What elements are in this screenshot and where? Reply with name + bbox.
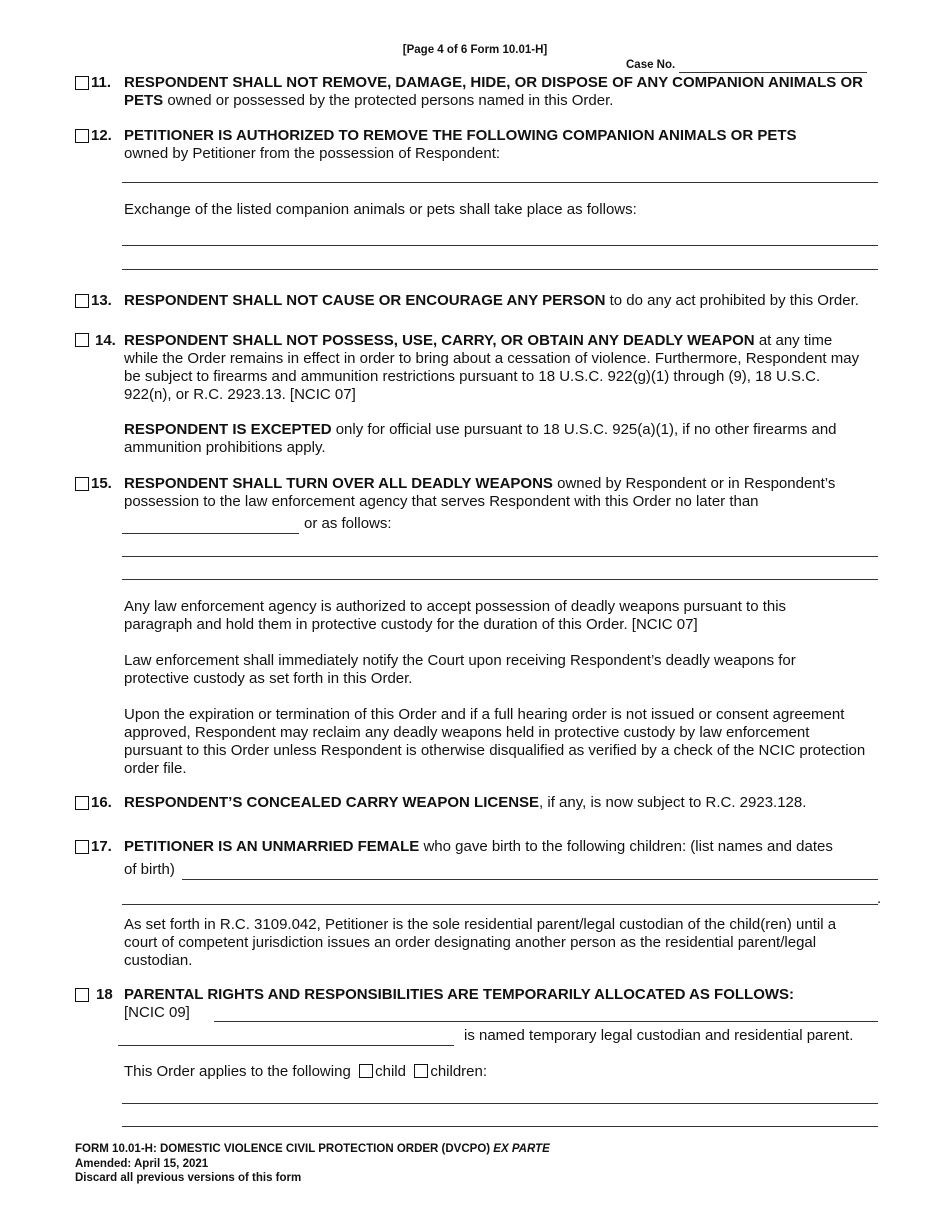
item-16-checkbox[interactable]: [75, 796, 89, 810]
item-18-child-label: child: [375, 1063, 406, 1080]
item-18-ncic: [NCIC 09]: [124, 1004, 190, 1021]
item-15-heading: RESPONDENT SHALL TURN OVER ALL DEADLY WEAPONS: [124, 475, 553, 492]
item-17-number: 17.: [91, 838, 112, 855]
item-12-text: [124, 127, 874, 163]
footer-discard: Discard all previous versions of this form: [75, 1172, 302, 1184]
item-15-checkbox[interactable]: [75, 477, 89, 491]
case-number-label: [626, 59, 675, 71]
item-12-checkbox[interactable]: [75, 129, 89, 143]
item-15-paragraph-1: Any law enforcement agency is authorized to accept possession of deadly weapons pursuant to this paragraph and hold them in protective custody for the duration of this Order. [NCIC 07]: [124, 598, 787, 633]
item-14-body: at any time while the Order remains in effect in order to bring about a cessation of violence. Furthermore, Respondent may be subject to firearms and ammunition restrictions pursuant to 18 U.S.C. 922(g)(1) through (9), 18 U.S.C. 922(n), or R.C. 2923.13. [NCIC 07]: [124, 332, 860, 403]
item-17-custodian-text: As set forth in R.C. 3109.042, Petitioner is the sole residential parent/legal custodian of the child(ren) until a court of competent jurisdiction issues an order designating another person as the residential parent/legal custodian.: [124, 916, 837, 969]
item-14-excepted-text: [124, 421, 869, 457]
item-18-applies-line: [124, 1063, 487, 1081]
item-18-children-checkbox[interactable]: [414, 1064, 428, 1078]
item-14-number: 14.: [95, 332, 116, 349]
item-18-children-field-1[interactable]: [122, 1103, 878, 1104]
item-13-heading: RESPONDENT SHALL NOT CAUSE OR ENCOURAGE ANY PERSON: [124, 292, 606, 309]
item-13-body: to do any act prohibited by this Order.: [605, 292, 859, 309]
item-12-exchange-text: Exchange of the listed companion animals or pets shall take place as follows:: [124, 201, 637, 218]
item-17-of-birth: of birth): [124, 861, 175, 878]
item-17-checkbox[interactable]: [75, 840, 89, 854]
item-14-text: [124, 332, 869, 404]
item-15-paragraph-2: Law enforcement shall immediately notify the Court upon receiving Respondent’s deadly weapons for protective custody as set forth in this Order.: [124, 652, 796, 687]
item-18-heading-text: PARENTAL RIGHTS AND RESPONSIBILITIES ARE TEMPORARILY ALLOCATED AS FOLLOWS:: [124, 986, 795, 1003]
item-15-or-as-follows: or as follows:: [304, 515, 392, 532]
item-15-follows-field-1[interactable]: [122, 556, 878, 557]
item-14-checkbox[interactable]: [75, 333, 89, 347]
item-18-checkbox[interactable]: [75, 988, 89, 1002]
item-16-body: , if any, is now subject to R.C. 2923.128.: [539, 794, 807, 811]
item-14-heading: RESPONDENT SHALL NOT POSSESS, USE, CARRY, OR OBTAIN ANY DEADLY WEAPON: [124, 332, 755, 349]
item-13-number: 13.: [91, 292, 112, 309]
item-18-heading: [124, 986, 874, 1004]
item-18-applies-text: This Order applies to the following: [124, 1063, 351, 1080]
item-14-excepted-heading: RESPONDENT IS EXCEPTED: [124, 421, 332, 438]
item-11-heading: RESPONDENT SHALL NOT REMOVE, DAMAGE, HIDE, OR DISPOSE OF ANY COMPANION ANIMALS OR PETS: [124, 74, 863, 109]
item-18-named-text: is named temporary legal custodian and residential parent.: [464, 1027, 854, 1044]
item-11-checkbox[interactable]: [75, 76, 89, 90]
item-18-children-label: children:: [430, 1063, 488, 1080]
item-12-heading: PETITIONER IS AUTHORIZED TO REMOVE THE FOLLOWING COMPANION ANIMALS OR PETS: [124, 127, 797, 144]
item-12-pets-field[interactable]: [122, 182, 878, 183]
page-label: [Page 4 of 6 Form 10.01-H]: [402, 44, 548, 56]
item-15-paragraph-3: Upon the expiration or termination of this Order and if a full hearing order is not issued or consent agreement approved, Respondent may reclaim any deadly weapons held in protective custody by law enforcement pursuant to this Order unless Respondent is otherwise disqualified as verified by a check of the NCIC protection order file.: [124, 706, 866, 777]
item-16-text: [124, 794, 874, 812]
footer-amended: Amended: April 15, 2021: [75, 1157, 209, 1170]
item-17-text: [124, 838, 884, 856]
item-12-exchange-field-2[interactable]: [122, 269, 878, 270]
footer-form-title-italic: EX PARTE: [493, 1143, 550, 1155]
item-15-text: [124, 475, 869, 511]
item-17-period: .: [877, 890, 882, 907]
item-12-body: owned by Petitioner from the possession of Respondent:: [124, 145, 501, 162]
item-15-number: 15.: [91, 475, 112, 492]
item-11-text: [124, 74, 874, 110]
footer-form-title-text: FORM 10.01-H: DOMESTIC VIOLENCE CIVIL PROTECTION ORDER (DVCPO): [75, 1143, 494, 1155]
item-16-number: 16.: [91, 794, 112, 811]
item-11-number: 11.: [91, 74, 112, 91]
item-13-checkbox[interactable]: [75, 294, 89, 308]
footer-form-title: [75, 1142, 550, 1157]
item-13-text: [124, 292, 884, 310]
case-number-label-text: Case No.: [626, 59, 676, 71]
item-16-heading: RESPONDENT’S CONCEALED CARRY WEAPON LICENSE: [124, 794, 540, 811]
item-14-excepted-body: only for official use pursuant to 18 U.S.C. 925(a)(1), if no other firearms and ammunition prohibitions apply.: [124, 421, 837, 456]
item-15-date-field[interactable]: [122, 533, 299, 534]
item-18-number: 18: [96, 986, 113, 1003]
item-17-children-field-2[interactable]: [122, 904, 878, 905]
item-18-child-checkbox[interactable]: [359, 1064, 373, 1078]
case-number-field[interactable]: [679, 72, 867, 73]
item-18-allocation-field[interactable]: [214, 1021, 878, 1022]
item-15-body: owned by Respondent or in Respondent’s possession to the law enforcement agency that serves Respondent with this Order no later than: [124, 475, 836, 510]
item-17-body: who gave birth to the following children: (list names and dates: [419, 838, 833, 855]
footer: [75, 1142, 550, 1186]
item-18-children-field-2[interactable]: [122, 1126, 878, 1127]
item-18-custodian-name-field[interactable]: [118, 1045, 454, 1046]
item-12-number: 12.: [91, 127, 112, 144]
item-15-follows-field-2[interactable]: [122, 579, 878, 580]
item-17-heading: PETITIONER IS AN UNMARRIED FEMALE: [124, 838, 420, 855]
item-17-children-field-1[interactable]: [182, 879, 878, 880]
item-12-exchange-field-1[interactable]: [122, 245, 878, 246]
item-11-body: owned or possessed by the protected persons named in this Order.: [163, 92, 614, 109]
